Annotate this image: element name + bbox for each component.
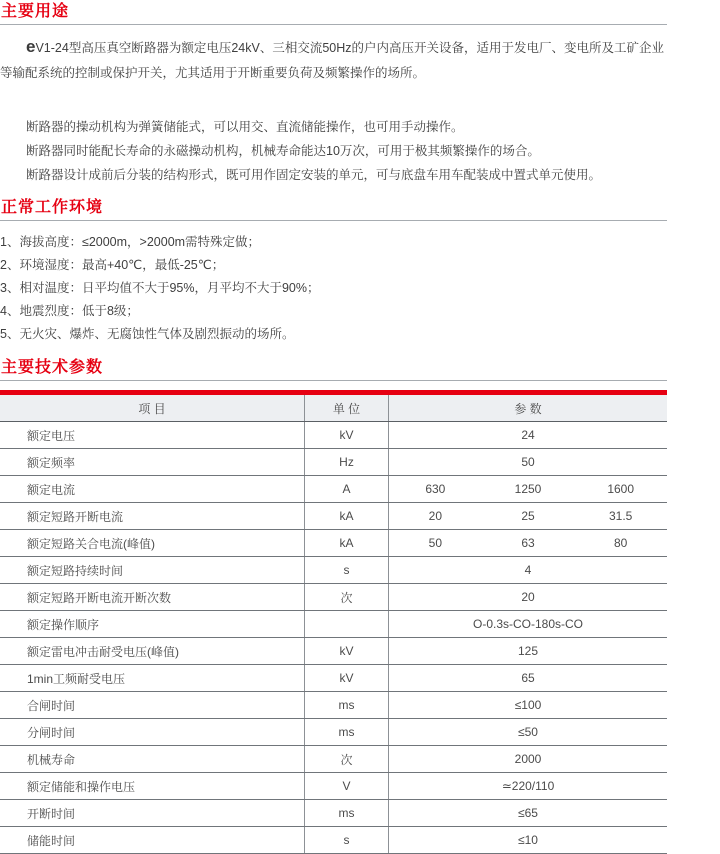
param-value: 1250 [514, 482, 542, 496]
param-value-cell [389, 827, 667, 853]
param-value: 24 [521, 428, 535, 442]
section-environment [0, 196, 667, 346]
param-value-cell [389, 692, 667, 718]
param-value-cell [389, 449, 667, 475]
brand-e-glyph: e [26, 37, 36, 56]
param-item-cell: 额定电流 [27, 482, 76, 497]
param-item-cell: 开断时间 [27, 806, 76, 821]
section-heading-parameters: 主要技术参数 [0, 356, 667, 381]
header-item-cell: 项 目 [138, 401, 166, 416]
param-value: 1600 [607, 482, 635, 496]
param-value-cell [389, 503, 667, 529]
param-item-cell: 机械寿命 [27, 752, 76, 767]
param-unit-cell: s [304, 557, 389, 583]
param-value-cell [389, 422, 667, 448]
intro-text: V1-24型高压真空断路器为额定电压24kV、三相交流50Hz的户内高压开关设备，适用于发电厂、变电所及工矿企业等输配系统的控制或保护开关，尤其适用于开断重要负荷及频繁操作的场所。 [0, 41, 664, 80]
param-item-cell: 额定储能和操作电压 [27, 779, 136, 794]
param-value: 65 [521, 671, 535, 685]
param-value-cell [389, 476, 667, 502]
table-row [0, 530, 667, 557]
param-value: 80 [614, 536, 628, 550]
param-value-cell [389, 611, 667, 637]
environment-list-item: 3、相对温度：日平均值不大于95%，月平均不大于90%； [0, 281, 320, 295]
param-item-cell: 分闸时间 [27, 725, 76, 740]
table-row [0, 692, 667, 719]
feature-paragraphs [0, 115, 667, 187]
param-value: 63 [521, 536, 535, 550]
header-unit-cell: 单 位 [304, 395, 389, 421]
param-item-cell: 额定短路开断电流开断次数 [27, 590, 172, 605]
param-value: 630 [425, 482, 446, 496]
param-unit-cell: ms [304, 719, 389, 745]
feature-paragraph: 断路器同时能配长寿命的永磁操动机构，机械寿命能达10万次，可用于极其频繁操作的场合。 [26, 144, 540, 158]
param-item-cell: 额定操作顺序 [27, 617, 100, 632]
environment-list [0, 231, 667, 346]
param-unit-cell [304, 611, 389, 637]
section-heading-usage: 主要用途 [0, 0, 667, 25]
param-value-cell [389, 584, 667, 610]
param-unit-cell: kA [304, 503, 389, 529]
param-value: 25 [521, 509, 535, 523]
section-usage [0, 0, 667, 187]
param-value: 50 [428, 536, 443, 550]
param-value: 20 [428, 509, 443, 523]
environment-list-item: 2、环境湿度：最高+40℃，最低-25℃； [0, 258, 225, 272]
param-value: ≤50 [518, 725, 538, 739]
param-value: ≤65 [518, 806, 538, 820]
table-row [0, 800, 667, 827]
table-header-row [0, 395, 667, 422]
param-item-cell: 额定电压 [27, 428, 76, 443]
param-value: O-0.3s-CO-180s-CO [472, 617, 584, 631]
param-value: ≃220/110 [501, 779, 555, 793]
param-value: ≤10 [518, 833, 538, 847]
table-row [0, 503, 667, 530]
param-unit-cell: V [304, 773, 389, 799]
param-value-cell [389, 530, 667, 556]
param-unit-cell: s [304, 827, 389, 853]
param-item-cell: 额定短路持续时间 [27, 563, 124, 578]
parameters-table [0, 390, 667, 854]
param-value-cell [389, 557, 667, 583]
table-row [0, 638, 667, 665]
param-unit-cell: Hz [304, 449, 389, 475]
table-row [0, 773, 667, 800]
param-unit-cell: kA [304, 530, 389, 556]
param-value: ≤100 [514, 698, 542, 712]
environment-list-item: 5、无火灾、爆炸、无腐蚀性气体及剧烈振动的场所。 [0, 327, 295, 341]
feature-paragraph: 断路器的操动机构为弹簧储能式，可以用交、直流储能操作，也可用手动操作。 [26, 120, 464, 134]
param-value: 2000 [514, 752, 542, 766]
table-row [0, 719, 667, 746]
table-row [0, 584, 667, 611]
environment-list-item: 1、海拔高度：≤2000m，>2000m需特殊定做； [0, 235, 261, 249]
header-value-label: 参 数 [514, 401, 542, 416]
param-unit-cell: 次 [304, 584, 389, 610]
table-row [0, 746, 667, 773]
environment-list-item: 4、地震烈度：低于8级； [0, 304, 139, 318]
param-value: 4 [524, 563, 532, 577]
table-row [0, 449, 667, 476]
param-unit-cell: kV [304, 422, 389, 448]
param-value-cell [389, 719, 667, 745]
param-unit-cell: 次 [304, 746, 389, 772]
header-value-cell [389, 395, 667, 421]
param-value-cell [389, 800, 667, 826]
param-value-cell [389, 773, 667, 799]
param-unit-cell: kV [304, 665, 389, 691]
table-row [0, 422, 667, 449]
param-item-cell: 储能时间 [27, 833, 76, 848]
section-parameters [0, 356, 667, 854]
param-value: 125 [517, 644, 539, 658]
table-body [0, 422, 667, 854]
param-item-cell: 额定频率 [27, 455, 76, 470]
table-row [0, 557, 667, 584]
param-item-cell: 额定短路关合电流(峰值) [27, 536, 155, 551]
param-unit-cell: ms [304, 800, 389, 826]
feature-paragraph: 断路器设计成前后分装的结构形式，既可用作固定安装的单元，可与底盘车用车配装成中置式单元使用。 [26, 168, 602, 182]
table-row [0, 476, 667, 503]
param-item-cell: 额定雷电冲击耐受电压(峰值) [27, 644, 179, 659]
param-value: 20 [521, 590, 535, 604]
param-value-cell [389, 665, 667, 691]
intro-paragraph [0, 34, 667, 86]
param-value-cell [389, 746, 667, 772]
param-item-cell: 额定短路开断电流 [27, 509, 124, 524]
param-unit-cell: ms [304, 692, 389, 718]
param-unit-cell: A [304, 476, 389, 502]
table-row [0, 827, 667, 854]
param-value: 50 [521, 455, 535, 469]
param-unit-cell: kV [304, 638, 389, 664]
table-row [0, 611, 667, 638]
param-item-cell: 合闸时间 [27, 698, 76, 713]
param-value-cell [389, 638, 667, 664]
section-heading-environment: 正常工作环境 [0, 196, 667, 221]
param-item-cell: 1min工频耐受电压 [27, 671, 126, 686]
param-value: 31.5 [609, 509, 633, 523]
table-row [0, 665, 667, 692]
